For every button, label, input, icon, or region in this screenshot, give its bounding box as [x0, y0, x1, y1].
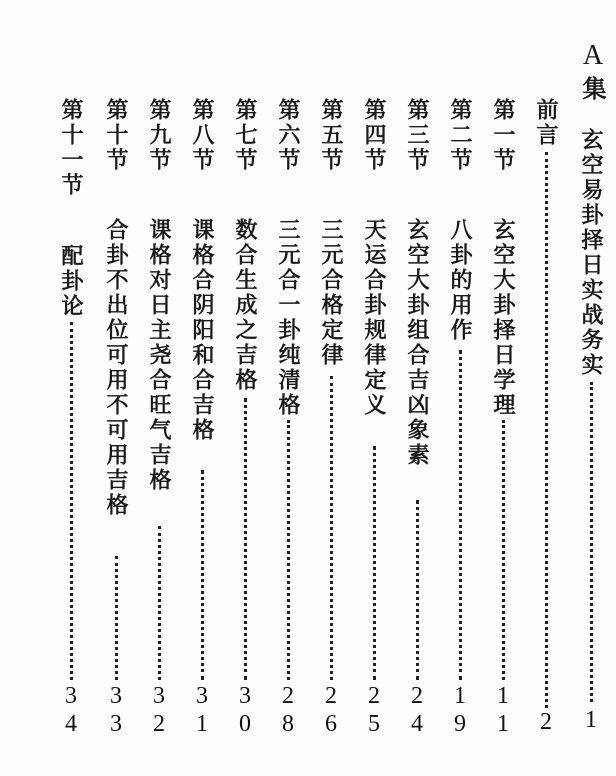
section-title: 数合生成之吉格 [232, 218, 258, 393]
section-label: 第九节 [146, 98, 172, 173]
page-number: 1 1 [497, 683, 509, 737]
leader-dots [201, 470, 204, 680]
leader-dots [287, 420, 290, 680]
section-title: 三元合格定律 [318, 218, 344, 368]
leader-dots [545, 152, 548, 708]
section-title: 合卦不出位可用不可用吉格 [103, 218, 129, 518]
section-title: 玄空大卦择日学理 [490, 218, 516, 418]
page-number: 2 8 [282, 683, 294, 737]
leader-dots [373, 446, 376, 680]
section-label: 第二节 [447, 98, 473, 173]
leader-dots [158, 526, 161, 680]
section-label: 第五节 [318, 98, 344, 173]
section-label: 第四节 [361, 98, 387, 173]
section-title: 三元合一卦纯清格 [275, 218, 301, 418]
section-title: 玄空大卦组合吉凶象素 [404, 218, 430, 468]
page-number: 1 9 [454, 683, 466, 737]
book-title: 玄空易卦择日实战务实 [578, 128, 604, 378]
page-number: 2 4 [411, 683, 423, 737]
section-label: 第十一节 [58, 98, 84, 198]
section-label: 第三节 [404, 98, 430, 173]
page-number: 3 4 [65, 683, 77, 737]
leader-dots [115, 556, 118, 680]
section-label: 第七节 [232, 98, 258, 173]
section-title: 八卦的用作 [447, 218, 473, 343]
section-label: 第八节 [189, 98, 215, 173]
page-number: 3 2 [153, 683, 165, 737]
leader-dots [70, 322, 73, 680]
leader-dots [330, 376, 333, 680]
section-title: 课格合阴阳和合吉格 [189, 218, 215, 443]
section-label: 前言 [533, 98, 559, 148]
page-number: 2 [540, 709, 552, 735]
leader-dots [416, 500, 419, 680]
section-title: 天运合卦规律定义 [361, 218, 387, 418]
section-label: 第一节 [490, 98, 516, 173]
page-number: 2 5 [368, 683, 380, 737]
section-title: 配卦论 [58, 244, 84, 319]
page-number: 3 0 [239, 683, 251, 737]
section-label: 第十节 [103, 98, 129, 173]
section-title: 课格对日主尧合旺气吉格 [146, 218, 172, 493]
page-number: 1 [585, 707, 597, 733]
volume-letter: A [582, 40, 604, 71]
page-number: 2 6 [325, 683, 337, 737]
page-number: 3 3 [110, 683, 122, 737]
leader-dots [590, 382, 593, 702]
page-number: 3 1 [196, 683, 208, 737]
leader-dots [502, 420, 505, 680]
volume-suffix: 集 [578, 76, 607, 103]
leader-dots [244, 398, 247, 680]
section-label: 第六节 [275, 98, 301, 173]
leader-dots [459, 350, 462, 680]
